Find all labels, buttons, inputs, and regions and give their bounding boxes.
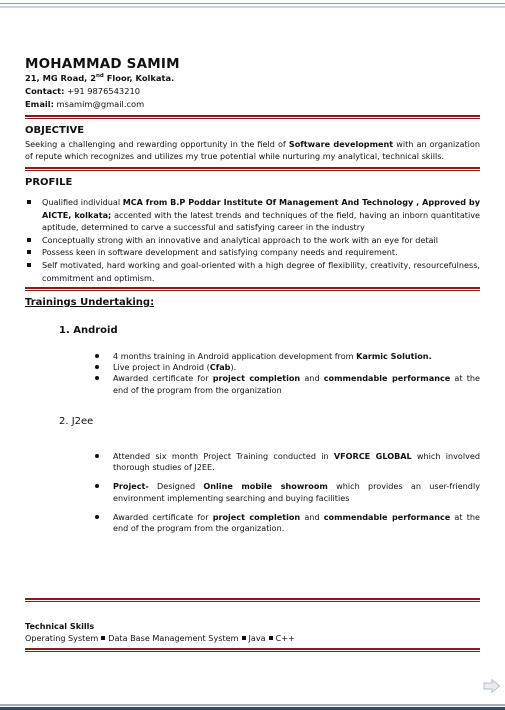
contact-label: Contact: xyxy=(25,86,65,96)
technical-skills-heading: Technical Skills xyxy=(25,621,95,631)
bullet-square-icon xyxy=(27,250,31,254)
android-training-list xyxy=(93,351,480,396)
objective-text: Seeking a challenging and rewarding opportunity in the field of Software development with an organization of repute which recognizes and utilizes my true potential while nurturing my analytical, technical skills. xyxy=(25,139,481,161)
objective-heading: OBJECTIVE xyxy=(25,125,85,136)
bullet-dot-icon xyxy=(95,365,99,369)
divider-rule xyxy=(25,115,480,119)
email-value: msamim@gmail.com xyxy=(53,99,145,109)
bottom-border xyxy=(0,704,505,710)
email-label: Email: xyxy=(25,99,54,109)
trainings-heading: Trainings Undertaking: xyxy=(25,297,155,308)
contact-line xyxy=(25,86,140,96)
list-item: Attended six month Project Training conducted in VFORCE GLOBAL which involved thorough studies of J2EE. xyxy=(93,451,480,473)
separator-square-icon xyxy=(242,636,246,640)
bullet-square-icon xyxy=(27,200,31,204)
bullet-dot-icon xyxy=(95,515,99,519)
candidate-name: MOHAMMAD SAMIM xyxy=(25,56,180,72)
profile-list xyxy=(25,196,480,284)
profile-heading: PROFILE xyxy=(25,177,73,188)
training-android-label: 1. Android xyxy=(59,325,118,336)
top-border xyxy=(0,0,505,9)
top-border-line xyxy=(0,3,505,4)
list-item: 4 months training in Android application development from Karmic Solution. xyxy=(93,351,480,362)
skill-item: Operating System xyxy=(25,633,99,643)
contact-value: +91 9876543210 xyxy=(64,86,141,96)
training-j2ee-label: 2. J2ee xyxy=(59,416,94,427)
divider-rule xyxy=(25,598,480,602)
skill-item: C++ xyxy=(275,633,295,643)
technical-skills-line xyxy=(25,633,295,643)
skill-item: Data Base Management System xyxy=(108,633,239,643)
address-text-end: Floor, Kolkata. xyxy=(103,73,175,83)
profile-item: Possess keen in software development and satisfying company needs and requirement. xyxy=(25,246,480,259)
divider-rule xyxy=(25,648,480,652)
list-item: Live project in Android (Cfab). xyxy=(93,362,480,373)
bullet-dot-icon xyxy=(95,454,99,458)
top-border-shadow xyxy=(0,6,505,8)
bullet-dot-icon xyxy=(95,376,99,380)
email-line xyxy=(25,99,144,109)
list-item: Project- Designed Online mobile showroom which provides an user-friendly environment implementing searching and buying facilities xyxy=(93,481,480,503)
address-text: 21, MG Road, 2 xyxy=(25,73,96,83)
next-arrow-icon[interactable] xyxy=(483,678,501,692)
bullet-dot-icon xyxy=(95,484,99,488)
bullet-square-icon xyxy=(27,263,31,267)
separator-square-icon xyxy=(269,636,273,640)
bullet-dot-icon xyxy=(95,354,99,358)
bottom-border-light xyxy=(0,704,505,706)
divider-rule xyxy=(25,287,480,291)
list-item: Awarded certificate for project completion and commendable performance at the end of the program from the organization. xyxy=(93,512,480,534)
address-superscript: nd xyxy=(95,73,104,80)
bullet-square-icon xyxy=(27,238,31,242)
list-item: Awarded certificate for project completion and commendable performance at the end of the program from the organization xyxy=(93,373,480,395)
profile-item: Qualified individual MCA from B.P Poddar Institute Of Management And Technology , Approved by AICTE, kolkata; accented with the latest trends and techniques of the field, having an inborn quantitative aptitude, determined to carve a successful and satisfying career in the industry xyxy=(25,196,480,234)
address xyxy=(25,73,174,83)
divider-rule xyxy=(25,167,480,171)
skill-item: Java xyxy=(248,633,266,643)
separator-square-icon xyxy=(101,636,105,640)
profile-item: Self motivated, hard working and goal-oriented with a high degree of flexibility, creativity, resourcefulness, commitment and optimism. xyxy=(25,259,480,284)
profile-item: Conceptually strong with an innovative and analytical approach to the work with an eye for detail xyxy=(25,234,480,247)
j2ee-training-list xyxy=(93,451,480,542)
